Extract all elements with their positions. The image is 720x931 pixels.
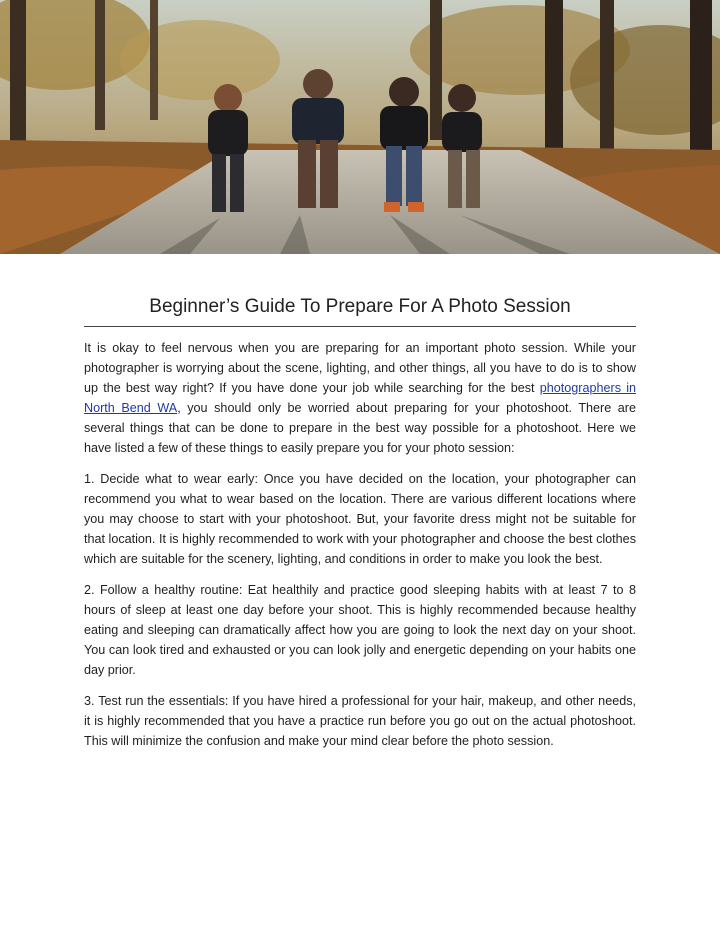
title-divider <box>84 326 636 327</box>
paragraph-what-to-wear: 1. Decide what to wear early: Once you have decided on the location, your photographer can recommend you what to wear based on the location. There are various different locations where you may choose to start with your photoshoot. But, your favorite dress might not be suitable for that location. It is highly recommended to work with your photographer and choose the best clothes which are suitable for the scenery, lighting, and conditions in order to make you look the best. <box>84 472 636 566</box>
intro-text-end: , you should only be worried about preparing for your photoshoot. There are several things that can be done to prepare in the best way possible for a photoshoot. Here we have listed a few of these things to easily prepare you for your photo session: <box>84 401 637 455</box>
intro-paragraph <box>84 338 636 458</box>
photographers-link[interactable]: photographers in North Bend WA <box>84 381 636 415</box>
hero-photo <box>0 0 720 254</box>
article-body <box>84 338 636 762</box>
intro-text-start: It is okay to feel nervous when you are preparing for an important photo session. While your photographer is worrying about the scene, lighting, and other things, all you have to do is to show up the best way right? If you have done your job while searching for the best <box>84 341 636 395</box>
paragraph-healthy-routine: 2. Follow a healthy routine: Eat healthily and practice good sleeping habits with at least 7 to 8 hours of sleep at least one day before your shoot. This is highly recommended because healthy eating and sleeping can dramatically affect how you are going to look the next day on your shoot. You can look tired and exhausted or you can look jolly and energetic depending on your habits one day prior. <box>84 583 636 677</box>
article-title: Beginner’s Guide To Prepare For A Photo Session <box>149 296 571 317</box>
paragraph-test-run: 3. Test run the essentials: If you have hired a professional for your hair, makeup, and other needs, it is highly recommended that you have a practice run before you go out on the actual photoshoot. This will minimize the confusion and make your mind clear before the photo session. <box>84 694 636 748</box>
